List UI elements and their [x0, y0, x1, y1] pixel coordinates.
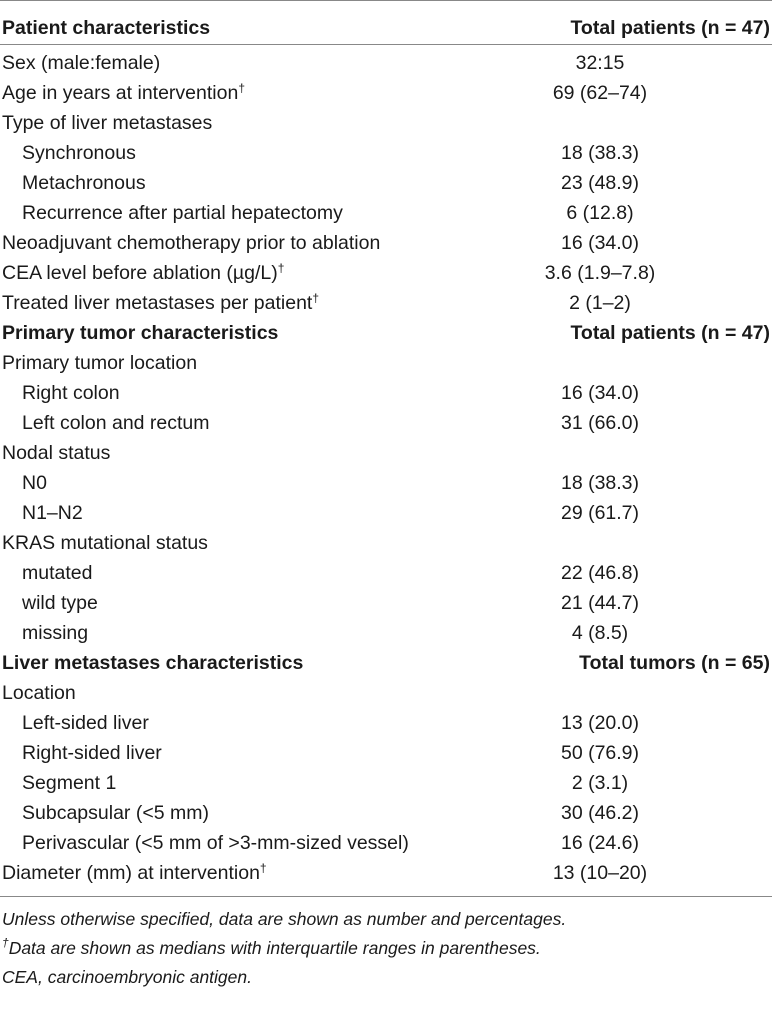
row-label: [22, 618, 88, 648]
row-value: 16 (34.0): [560, 382, 640, 404]
section-header-label: Primary tumor characteristics: [2, 322, 279, 344]
table-row: [0, 558, 772, 588]
row-label: [22, 768, 116, 798]
row-label-text: Diameter (mm) at intervention: [2, 862, 260, 884]
row-label-text: Nodal status: [2, 442, 111, 464]
table-row: [0, 78, 772, 108]
section-header-value: Total tumors (n = 65): [579, 652, 770, 674]
table-row: [0, 168, 772, 198]
row-value: 23 (48.9): [560, 172, 640, 194]
row-label: [22, 378, 120, 408]
row-label-text: Age in years at intervention: [2, 82, 239, 104]
table-bottom-rule: [0, 896, 772, 897]
row-label: [2, 438, 110, 468]
row-label-text: Treated liver metastases per patient: [2, 292, 313, 314]
row-label: [22, 168, 146, 198]
table-top-rule: [0, 0, 772, 1]
table-row: [0, 378, 772, 408]
row-label-text: Location: [2, 682, 76, 704]
row-label: [22, 798, 209, 828]
table-row: [0, 618, 772, 648]
dagger-mark: †: [277, 261, 285, 275]
header-rule: [0, 44, 772, 45]
row-value: 2 (1–2): [569, 292, 631, 314]
row-label-text: Synchronous: [22, 142, 136, 164]
row-label: [2, 228, 380, 258]
table-row: [0, 348, 772, 378]
section-header: [0, 318, 772, 348]
row-label-text: N1–N2: [22, 502, 83, 524]
section-header: [0, 648, 772, 678]
row-label-text: Right-sided liver: [22, 742, 162, 764]
table-row: [0, 228, 772, 258]
section-header-label: Patient characteristics: [2, 17, 211, 39]
row-label: [2, 288, 319, 318]
row-label-text: Left-sided liver: [22, 712, 149, 734]
row-label: [22, 588, 98, 618]
row-label-text: Primary tumor location: [2, 352, 198, 374]
row-label: [2, 48, 160, 78]
footnote-text: CEA, carcinoembryonic antigen.: [2, 967, 252, 987]
section-header-label: Liver metastases characteristics: [2, 652, 304, 674]
row-value: 18 (38.3): [560, 472, 640, 494]
table-row: [0, 858, 772, 888]
row-label: [22, 708, 149, 738]
row-label: [2, 258, 284, 288]
row-label-text: CEA level before ablation (µg/L): [2, 262, 278, 284]
table-row: [0, 48, 772, 78]
row-label: [22, 558, 92, 588]
row-value: 30 (46.2): [560, 802, 640, 824]
row-label-text: Perivascular (<5 mm of >3-mm-sized vessel): [22, 832, 409, 854]
row-label-text: Segment 1: [22, 772, 117, 794]
table-row: [0, 528, 772, 558]
row-value: 31 (66.0): [560, 412, 640, 434]
dagger-mark: †: [259, 861, 267, 875]
table-row: [0, 288, 772, 318]
row-label: [22, 138, 136, 168]
row-label: [2, 678, 76, 708]
row-value: 50 (76.9): [560, 742, 640, 764]
section-header-value: Total patients (n = 47): [570, 17, 770, 39]
footnote: [2, 935, 541, 961]
footnote: [2, 964, 252, 990]
table-row: [0, 828, 772, 858]
row-value: 3.6 (1.9–7.8): [544, 262, 656, 284]
row-value: 29 (61.7): [560, 502, 640, 524]
row-label: [2, 348, 197, 378]
table-row: [0, 468, 772, 498]
row-value: 32:15: [575, 52, 625, 74]
footnote-text: Unless otherwise specified, data are shown as number and percentages.: [2, 909, 567, 929]
row-label-text: Left colon and rectum: [22, 412, 210, 434]
table-row: [0, 498, 772, 528]
row-label-text: missing: [22, 622, 89, 644]
row-label-text: Recurrence after partial hepatectomy: [22, 202, 343, 224]
table-row: [0, 408, 772, 438]
row-value: 6 (12.8): [566, 202, 634, 224]
row-label-text: Metachronous: [22, 172, 146, 194]
row-label: [22, 468, 47, 498]
row-value: 16 (34.0): [560, 232, 640, 254]
row-label-text: mutated: [22, 562, 93, 584]
section-header-value: Total patients (n = 47): [570, 322, 770, 344]
row-value: 69 (62–74): [552, 82, 648, 104]
row-value: 16 (24.6): [560, 832, 640, 854]
table-row: [0, 678, 772, 708]
table-row: [0, 438, 772, 468]
table-row: [0, 108, 772, 138]
row-value: 18 (38.3): [560, 142, 640, 164]
row-label-text: Right colon: [22, 382, 120, 404]
row-label-text: N0: [22, 472, 47, 494]
row-label: [2, 108, 212, 138]
row-value: 4 (8.5): [571, 622, 629, 644]
dagger-mark: †: [238, 81, 245, 95]
footnote-text: Data are shown as medians with interquartile ranges in parentheses.: [8, 938, 541, 958]
table-row: [0, 798, 772, 828]
row-label: [22, 198, 343, 228]
row-label-text: Sex (male:female): [2, 52, 161, 74]
table-row: [0, 588, 772, 618]
row-value: 13 (10–20): [552, 862, 648, 884]
row-label: [2, 78, 245, 108]
dagger-mark: †: [312, 291, 320, 305]
row-label-text: wild type: [22, 592, 98, 614]
row-value: 13 (20.0): [560, 712, 640, 734]
table-row: [0, 738, 772, 768]
row-value: 2 (3.1): [571, 772, 629, 794]
table-row: [0, 258, 772, 288]
row-label-text: Subcapsular (<5 mm): [22, 802, 209, 824]
row-label: [22, 738, 162, 768]
row-label: [22, 828, 409, 858]
row-label: [2, 528, 208, 558]
footnote: [2, 906, 566, 932]
section-header: [0, 13, 772, 43]
row-label: [22, 498, 83, 528]
row-label: [2, 858, 267, 888]
row-label-text: Type of liver metastases: [2, 112, 213, 134]
table-row: [0, 708, 772, 738]
table-row: [0, 138, 772, 168]
row-value: 22 (46.8): [560, 562, 640, 584]
row-value: 21 (44.7): [560, 592, 640, 614]
table-row: [0, 768, 772, 798]
dagger-mark: †: [2, 936, 9, 950]
row-label: [22, 408, 210, 438]
row-label-text: KRAS mutational status: [2, 532, 208, 554]
table-row: [0, 198, 772, 228]
row-label-text: Neoadjuvant chemotherapy prior to ablation: [2, 232, 381, 254]
